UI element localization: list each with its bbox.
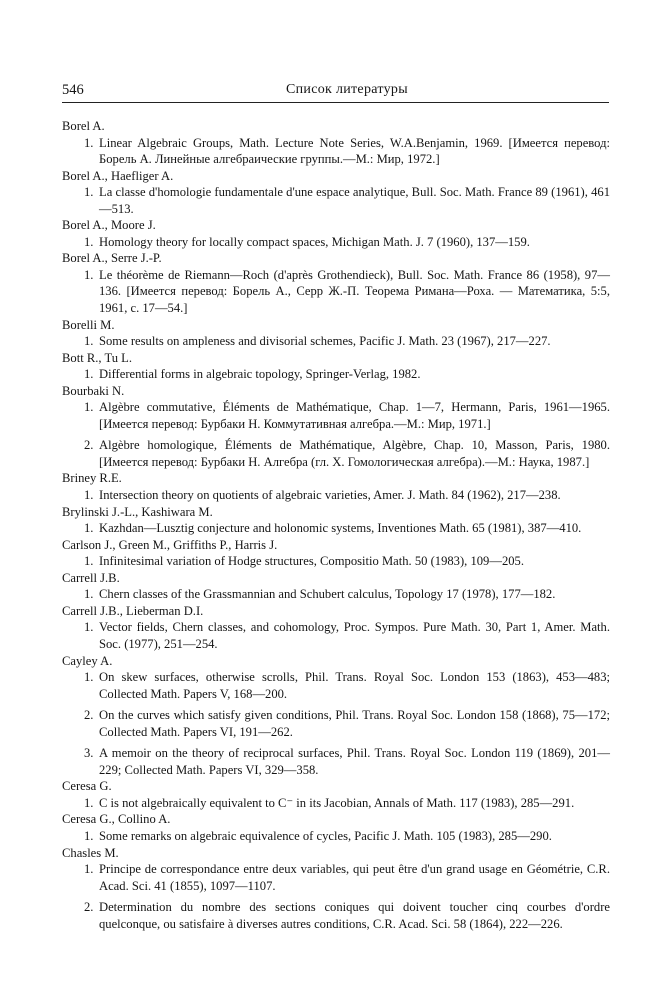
reference-author: Borel A., Moore J. bbox=[62, 218, 156, 233]
reference-entry bbox=[62, 366, 610, 383]
entry-text: Principe de correspondance entre deux variables, qui peut être d'un grand usage en Géométrie, C.R. Acad. Sci. 41 (1855), 1097—1107. bbox=[99, 862, 610, 893]
reference-entry bbox=[62, 553, 610, 570]
entry-text: Infinitesimal variation of Hodge structures, Compositio Math. 50 (1983), 109—205. bbox=[99, 554, 524, 569]
entry-text: Linear Algebraic Groups, Math. Lecture Note Series, W.A.Benjamin, 1969. [Имеется перевод: Борель А. Линейные алгебраические группы.—М.: Мир, 1972.] bbox=[99, 135, 610, 167]
entry-text: Some remarks on algebraic equivalence of cycles, Pacific J. Math. 105 (1983), 285—290. bbox=[99, 828, 552, 843]
entry-number: 1. bbox=[84, 828, 94, 843]
reference-author: Borel A., Haefliger A. bbox=[62, 168, 174, 183]
reference-author: Chasles M. bbox=[62, 845, 119, 860]
entry-number: 1. bbox=[84, 795, 94, 810]
reference-entry bbox=[62, 795, 610, 812]
reference-entry bbox=[62, 520, 610, 537]
entry-text: Algèbre homologique, Éléments de Mathématique, Algèbre, Chap. 10, Masson, Paris, 1980. [Имеется перевод: Бурбаки Н. Алгебра (гл. X. Гомологическая алгебра).—М.: Наука, 1987.] bbox=[99, 438, 610, 469]
page-number: 546 bbox=[62, 82, 84, 98]
entry-text: Algèbre commutative, Éléments de Mathématique, Chap. 1—7, Hermann, Paris, 1961—1965. [Имеется перевод: Бурбаки Н. Коммутативная алгебра.—М.: Мир, 1971.] bbox=[99, 400, 610, 431]
reference-entry bbox=[62, 267, 610, 317]
entry-number: 2. bbox=[84, 708, 94, 723]
reference-author: Ceresa G. bbox=[62, 779, 112, 794]
reference-entry bbox=[62, 437, 610, 470]
entry-text: A memoir on the theory of reciprocal surfaces, Phil. Trans. Royal Soc. London 119 (1869), 201—229; Collected Math. Papers VI, 329—358. bbox=[99, 746, 610, 777]
entry-number: 1. bbox=[84, 587, 94, 602]
entry-number: 2. bbox=[84, 438, 94, 453]
entry-text: On the curves which satisfy given conditions, Phil. Trans. Royal Soc. London 158 (1868), 75—172; Collected Math. Papers VI, 191—262. bbox=[99, 708, 610, 739]
entry-number: 1. bbox=[84, 185, 94, 200]
entry-text: Homology theory for locally compact spaces, Michigan Math. J. 7 (1960), 137—159. bbox=[99, 234, 530, 249]
entry-text: Chern classes of the Grassmannian and Schubert calculus, Topology 17 (1978), 177—182. bbox=[99, 587, 556, 602]
reference-entry bbox=[62, 745, 610, 778]
entry-number: 1. bbox=[84, 554, 94, 569]
reference-author: Borel A. bbox=[62, 119, 105, 133]
entry-text: On skew surfaces, otherwise scrolls, Phil. Trans. Royal Soc. London 153 (1863), 453—483; Collected Math. Papers V, 168—200. bbox=[99, 670, 610, 701]
entry-text: Differential forms in algebraic topology, Springer-Verlag, 1982. bbox=[99, 367, 421, 382]
reference-author: Borel A., Serre J.-P. bbox=[62, 251, 162, 266]
entry-number: 1. bbox=[84, 234, 94, 249]
entry-number: 2. bbox=[84, 900, 94, 915]
entry-number: 1. bbox=[84, 135, 94, 150]
entry-text: Vector fields, Chern classes, and cohomology, Proc. Sympos. Pure Math. 30, Part 1, Amer. Math. Soc. (1977), 251—254. bbox=[99, 620, 610, 651]
reference-entry bbox=[62, 234, 610, 251]
reference-author: Borelli M. bbox=[62, 317, 115, 332]
reference-entry bbox=[62, 333, 610, 350]
reference-author: Carrell J.B. bbox=[62, 570, 120, 585]
reference-entry bbox=[62, 487, 610, 504]
reference-list bbox=[62, 118, 610, 932]
entry-text: Kazhdan—Lusztig conjecture and holonomic systems, Inventiones Math. 65 (1981), 387—410. bbox=[99, 521, 582, 536]
reference-author: Ceresa G., Collino A. bbox=[62, 812, 171, 827]
reference-entry bbox=[62, 861, 610, 894]
reference-author: Briney R.E. bbox=[62, 471, 122, 486]
entry-text: Some results on ampleness and divisorial schemes, Pacific J. Math. 23 (1967), 217—227. bbox=[99, 334, 551, 349]
reference-entry bbox=[62, 619, 610, 652]
reference-entry bbox=[62, 135, 610, 168]
entry-text: Le théorème de Riemann—Roch (d'après Grothendieck), Bull. Soc. Math. France 86 (1958), 97—136. [Имеется перевод: Борель А., Серр Ж.-П. Теорема Римана—Роха. — Математика, 5:5, 1961, с. 17—54.] bbox=[99, 267, 610, 316]
entry-number: 1. bbox=[84, 334, 94, 349]
reference-author: Brylinski J.-L., Kashiwara M. bbox=[62, 504, 213, 519]
entry-number: 1. bbox=[84, 862, 94, 877]
header-rule bbox=[62, 102, 609, 103]
entry-number: 3. bbox=[84, 746, 94, 761]
reference-entry bbox=[62, 899, 610, 932]
reference-entry bbox=[62, 669, 610, 702]
reference-author: Cayley A. bbox=[62, 653, 113, 668]
entry-number: 1. bbox=[84, 488, 94, 503]
page-header bbox=[62, 82, 609, 102]
reference-author: Bourbaki N. bbox=[62, 383, 125, 398]
reference-author: Bott R., Tu L. bbox=[62, 350, 132, 365]
entry-text: Determination du nombre des sections coniques qui doivent toucher cinq courbes d'ordre quelconque, ou satisfaire à diverses autres conditions, C.R. Acad. Sci. 58 (1864), 222—226. bbox=[99, 900, 610, 931]
entry-number: 1. bbox=[84, 521, 94, 536]
reference-entry bbox=[62, 707, 610, 740]
reference-entry bbox=[62, 184, 610, 217]
reference-author: Carlson J., Green M., Griffiths P., Harris J. bbox=[62, 537, 278, 552]
entry-text: Intersection theory on quotients of algebraic varieties, Amer. J. Math. 84 (1962), 217—238. bbox=[99, 488, 561, 503]
entry-text: C is not algebraically equivalent to C⁻ in its Jacobian, Annals of Math. 117 (1983), 285—291. bbox=[99, 795, 575, 810]
reference-entry bbox=[62, 399, 610, 432]
entry-number: 1. bbox=[84, 267, 94, 282]
running-title: Список литературы bbox=[286, 82, 408, 97]
entry-text: La classe d'homologie fundamentale d'une espace analytique, Bull. Soc. Math. France 89 (1961), 461—513. bbox=[99, 185, 610, 216]
entry-number: 1. bbox=[84, 367, 94, 382]
reference-entry bbox=[62, 828, 610, 845]
entry-number: 1. bbox=[84, 400, 94, 415]
reference-entry bbox=[62, 586, 610, 603]
reference-author: Carrell J.B., Lieberman D.I. bbox=[62, 603, 204, 618]
entry-number: 1. bbox=[84, 670, 94, 685]
entry-number: 1. bbox=[84, 620, 94, 635]
